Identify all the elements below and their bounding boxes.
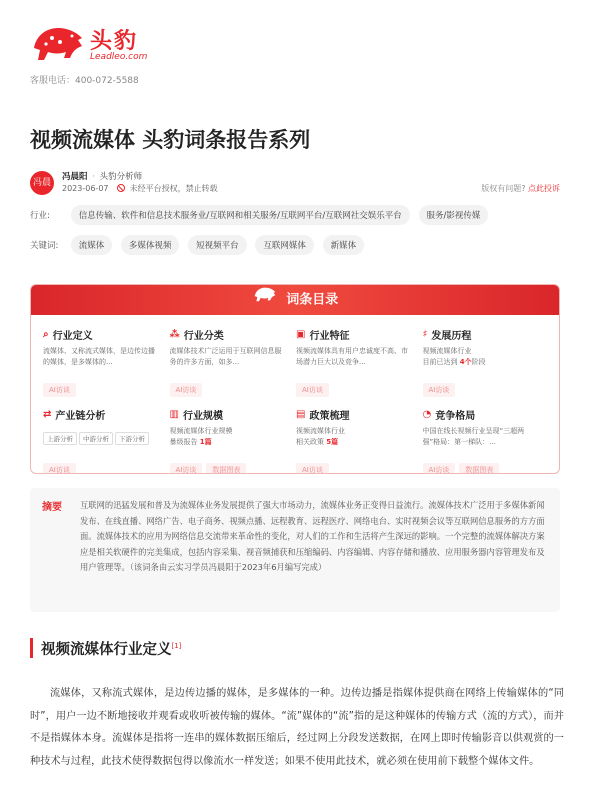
publish-info xyxy=(62,183,218,194)
ai-interview-chip[interactable]: AI访谈 xyxy=(296,463,329,474)
leopard-logo-icon xyxy=(30,22,86,64)
definition-paragraph: 流媒体，又称流式媒体，是边传边播的媒体，是多媒体的一种。边传边播是指媒体提供商在网络上传输媒体的“同时”，用户一边不断地接收并观看或收听被传输的媒体。“流”媒体的“流”指的是这种媒体的传输方式（流的方式），而并不是指媒体本身。流媒体是指将一连串的媒体数据压缩后，经过网上分段发送数据，在网上即时传输影音以供观赏的一种技术与过程，此技术使得数据包得以像流水一样发送；如果不使用此技术，就必须在使用前下载整个媒体文件。 xyxy=(30,688,564,767)
catalog-item-industry-chain[interactable] xyxy=(43,403,170,474)
catalog-item-desc: 视频流媒体具有用户忠诚度不高、市场潜力巨大以及竞争... xyxy=(296,347,408,366)
feature-icon: ▣ xyxy=(296,329,306,340)
catalog-item-desc: 中国在线长视频行业呈现“三超两强”格局：第一梯队：... xyxy=(422,427,525,446)
catalog-item-desc: 视频流媒体行业 相关政策 5篇 xyxy=(296,427,345,446)
brand-url: Leadleo.com xyxy=(90,52,148,62)
keywords-label: 关键词: xyxy=(30,241,59,251)
catalog-item-desc: 流媒体、又称流式媒体，是边传边播的媒体，是多媒体的... xyxy=(43,347,155,366)
timeline-icon: ♯ xyxy=(422,329,428,340)
ai-interview-chip[interactable]: AI访谈 xyxy=(170,383,203,397)
keyword-tag[interactable]: 多媒体视频 xyxy=(121,235,180,255)
leopard-icon xyxy=(252,285,278,315)
magnifier-icon: ⌕ xyxy=(43,329,49,340)
keyword-tag[interactable]: 互联网媒体 xyxy=(255,235,314,255)
chain-icon: ⇄ xyxy=(43,409,52,420)
bar-chart-icon: ▥ xyxy=(169,409,179,420)
midstream-tag[interactable]: 中游分析 xyxy=(79,432,113,445)
catalog-item-title: 政策梳理 xyxy=(309,411,350,422)
downstream-tag[interactable]: 下游分析 xyxy=(115,432,149,445)
catalog-grid xyxy=(31,315,559,474)
catalog-title: 词条目录 xyxy=(286,292,339,308)
reference-link[interactable]: [1] xyxy=(171,642,182,650)
leadleo-logo[interactable] xyxy=(30,20,150,70)
catalog-item-title: 行业分类 xyxy=(183,331,224,342)
catalog-item-market-size[interactable] xyxy=(170,403,297,474)
author-line xyxy=(62,170,142,182)
data-chart-chip[interactable]: 数据图表 xyxy=(206,463,246,474)
ai-interview-chip[interactable]: AI访谈 xyxy=(43,383,76,397)
catalog-item-policy[interactable] xyxy=(296,403,423,474)
author-role: 头豹分析师 xyxy=(99,172,143,182)
copyright-notice: 未经平台授权，禁止转载 xyxy=(129,184,218,193)
brand-name: 头豹 xyxy=(90,29,139,54)
catalog-item-desc: 视频流媒体行业 目前已达到 4个阶段 xyxy=(422,347,486,366)
author-avatar: 冯晨 xyxy=(30,171,54,195)
publish-date: 2023-06-07 xyxy=(62,184,109,193)
catalog-panel xyxy=(30,284,560,474)
hierarchy-icon: ⁂ xyxy=(169,329,180,340)
catalog-item-title: 行业定义 xyxy=(52,331,93,342)
data-chart-chip[interactable]: 数据图表 xyxy=(459,463,499,474)
catalog-item-title: 行业特征 xyxy=(309,331,350,342)
author-name: 冯晨阳 xyxy=(62,172,88,182)
industry-label: 行业: xyxy=(30,211,50,221)
copyright-report xyxy=(481,183,560,194)
catalog-item-definition[interactable] xyxy=(43,323,170,403)
report-link[interactable]: 点此投诉 xyxy=(528,184,560,193)
ai-interview-chip[interactable]: AI访谈 xyxy=(170,463,203,474)
no-repost-icon xyxy=(117,184,125,192)
catalog-item-classification[interactable] xyxy=(170,323,297,403)
ai-interview-chip[interactable]: AI访谈 xyxy=(423,383,456,397)
author-separator: · xyxy=(92,172,95,182)
catalog-item-title: 产业链分析 xyxy=(55,411,106,422)
industry-row xyxy=(30,205,494,225)
report-prompt: 版权有问题? xyxy=(481,184,526,193)
keyword-tag[interactable]: 新媒体 xyxy=(323,235,365,255)
abstract-label: 摘要 xyxy=(42,502,62,513)
catalog-item-competition[interactable] xyxy=(423,403,550,474)
keywords-row xyxy=(30,235,370,255)
catalog-item-desc: 视频流媒体行业规模 暴级报告 1篇 xyxy=(169,427,233,446)
section-heading xyxy=(30,638,181,658)
catalog-item-features[interactable] xyxy=(296,323,423,403)
pie-chart-icon: ◔ xyxy=(422,409,432,420)
industry-tag[interactable]: 信息传输、软件和信息技术服务业/互联网和相关服务/互联网平台/互联网社交娱乐平台 xyxy=(71,205,410,225)
ai-interview-chip[interactable]: AI访谈 xyxy=(43,463,76,474)
ai-interview-chip[interactable]: AI访谈 xyxy=(423,463,456,474)
catalog-item-desc: 流媒体技术广泛运用于互联网信息服务的许多方面，如多... xyxy=(169,347,282,366)
keyword-tag[interactable]: 流媒体 xyxy=(71,235,113,255)
catalog-item-title: 发展历程 xyxy=(431,331,472,342)
catalog-item-title: 行业规模 xyxy=(182,411,223,422)
chain-subtags xyxy=(43,426,162,445)
catalog-header xyxy=(31,285,559,315)
ai-interview-chip[interactable]: AI访谈 xyxy=(296,383,329,397)
policy-icon: ▤ xyxy=(296,409,306,420)
abstract-text: 互联网的迅猛发展和普及为流媒体业务发展提供了强大市场动力，流媒体业务正变得日益流行。流媒体技术广泛用于多媒体新闻发布、在线直播、网络广告、电子商务、视频点播、远程教育、远程医疗、网络电台、实时视频会议等互联网信息服务的方方面面。流媒体技术的应用为网络信息交流带来革命性的变化，对人们的工作和生活将产生深远的影响。一个完整的流媒体解决方案应是相关软硬件的完美集成，包括内容采集、视音频捕获和压缩编码、内容编辑、内容存储和播放、应用服务器内容管理发布及用户管理等。（该词条由云实习学员冯晨阳于2023年6月编写完成） xyxy=(80,500,545,573)
catalog-item-history[interactable] xyxy=(423,323,550,403)
service-phone: 客服电话：400-072-5588 xyxy=(30,76,139,86)
section-title: 视频流媒体行业定义 xyxy=(41,641,172,658)
abstract-box xyxy=(30,488,560,612)
industry-tag[interactable]: 服务/影视传媒 xyxy=(419,205,489,225)
page-title: 视频流媒体 头豹词条报告系列 xyxy=(30,128,311,152)
catalog-item-title: 竞争格局 xyxy=(435,411,476,422)
keyword-tag[interactable]: 短视频平台 xyxy=(188,235,247,255)
upstream-tag[interactable]: 上游分析 xyxy=(43,432,77,445)
